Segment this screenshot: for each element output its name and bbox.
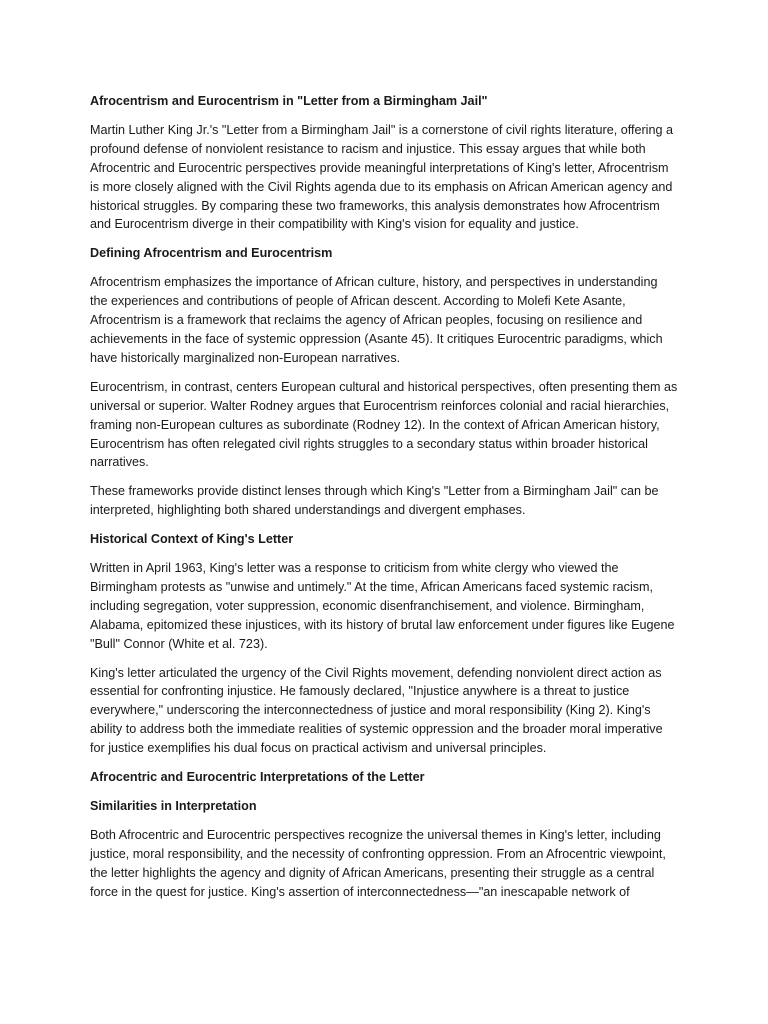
intro-paragraph: Martin Luther King Jr.'s "Letter from a Birmingham Jail" is a cornerstone of civil rights literature, offering a profound defense of nonviolent resistance to racism and injustice. This essay argues that while both Afrocentric and Eurocentric perspectives provide meaningful interpretations of King's letter, Afrocentrism is more closely aligned with the Civil Rights agenda due to its emphasis on African American agency and historical struggles. By comparing these two frameworks, this analysis demonstrates how Afrocentrism and Eurocentrism diverge in their compatibility with King's vision for equality and justice. [90,122,673,232]
subheading-similarities: Similarities in Interpretation [90,799,257,813]
paragraph-urgency: King's letter articulated the urgency of the Civil Rights movement, defending nonviolent direct action as essential for confronting injustice. He famously declared, "Injustice anywhere is a threat to justice everywhere," underscoring the interconnectedness of justice and moral responsibility (King 2). King's ability to address both the immediate realities of systemic oppression and the broader moral imperative for justice exemplifies his dual focus on practical activism and universal principles. [90,665,663,756]
section-heading-interpretations: Afrocentric and Eurocentric Interpretations of the Letter [90,770,425,785]
section-heading-definitions: Defining Afrocentrism and Eurocentrism [90,246,333,261]
document-body [90,92,678,912]
document-title: Afrocentrism and Eurocentrism in "Letter from a Birmingham Jail" [90,94,488,108]
section-heading-historical-context: Historical Context of King's Letter [90,532,294,547]
paragraph-frameworks: These frameworks provide distinct lenses through which King's "Letter from a Birmingham Jail" can be interpreted, highlighting both shared understandings and divergent emphases. [90,484,659,518]
paragraph-context-1963: Written in April 1963, King's letter was a response to criticism from white clergy who viewed the Birmingham protests as "unwise and untimely." At the time, African Americans faced systemic racism, including segregation, voter suppression, economic disenfranchisement, and violence. Birmingham, Alabama, epitomized these injustices, with its history of brutal law enforcement under figures like Eugene "Bull" Connor (White et al. 723). [90,561,675,651]
paragraph-eurocentrism: Eurocentrism, in contrast, centers European cultural and historical perspectives, often presenting them as universal or superior. Walter Rodney argues that Eurocentrism reinforces colonial and racial hierarchies, framing non-European cultures as subordinate (Rodney 12). In the context of African American history, Eurocentrism has often relegated civil rights struggles to a secondary status within broader historical narratives. [90,379,678,470]
paragraph-afrocentrism: Afrocentrism emphasizes the importance of African culture, history, and perspectives in understanding the experiences and contributions of people of African descent. According to Molefi Kete Asante, Afrocentrism is a framework that reclaims the agency of African peoples, focusing on resilience and achievements in the face of systemic oppression (Asante 45). It critiques Eurocentric paradigms, which have historically marginalized non-European narratives. [90,275,663,365]
paragraph-similarities: Both Afrocentric and Eurocentric perspectives recognize the universal themes in King's letter, including justice, moral responsibility, and the necessity of confronting oppression. From an Afrocentric viewpoint, the letter highlights the agency and dignity of African Americans, presenting their struggle as a central force in the quest for justice. King's assertion of interconnectedness—"an inescapable network of [90,827,666,899]
